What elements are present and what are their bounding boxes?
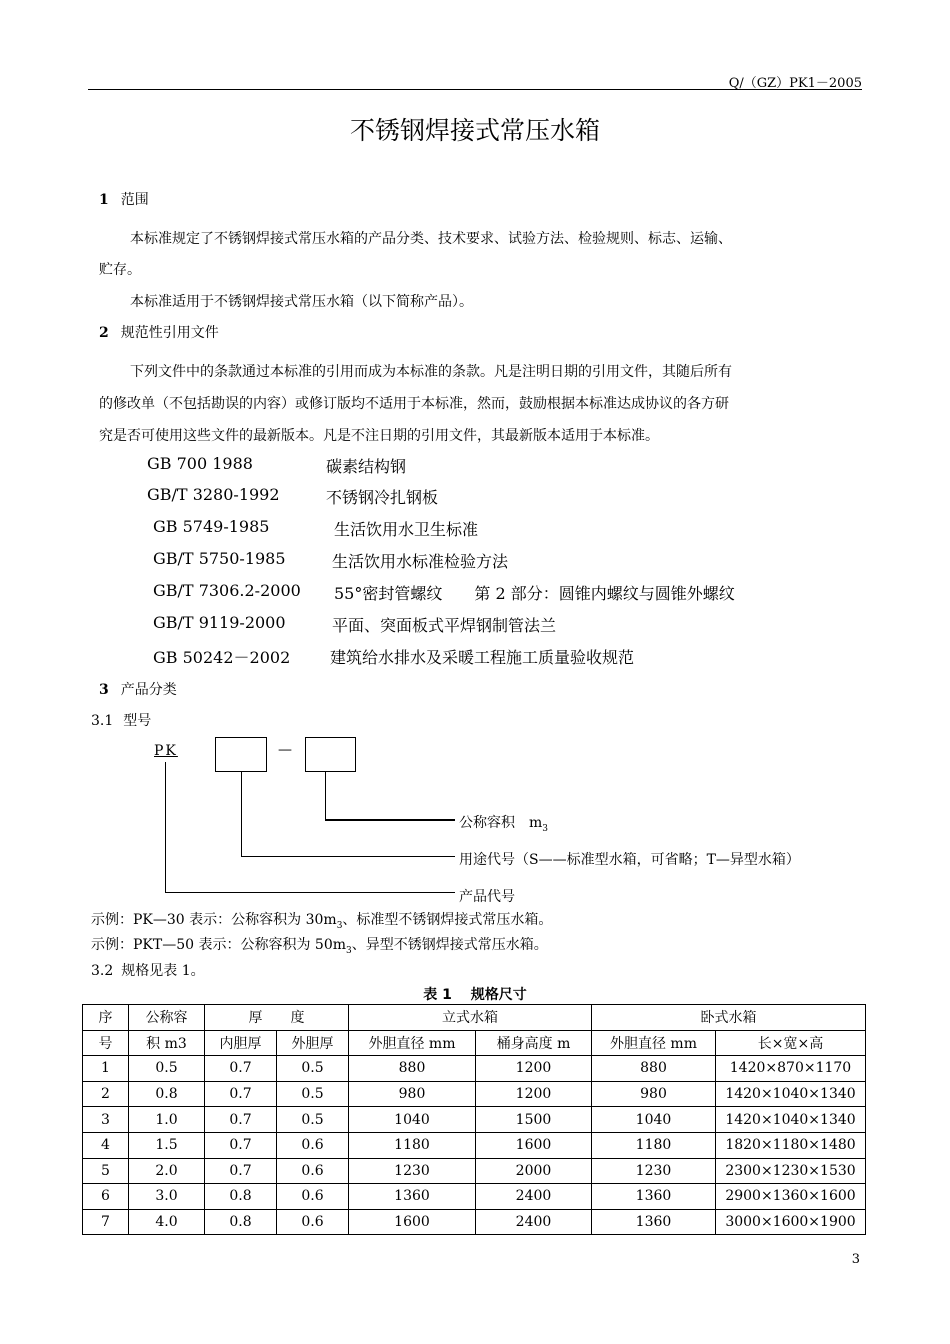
cell-outer: 0.6 (277, 1132, 349, 1158)
product-code-label: 产品代号 (459, 889, 515, 905)
cell-seq: 2 (83, 1081, 129, 1107)
capacity-label-text: 公称容积 m (459, 815, 543, 831)
usage-connector-horizontal (241, 856, 455, 857)
ref-code-1: GB 700 1988 (147, 454, 253, 473)
cell-outer: 0.5 (277, 1107, 349, 1133)
model-capacity-box (305, 737, 356, 772)
cell-v-height: 2400 (476, 1209, 592, 1235)
cell-v-height: 2400 (476, 1184, 592, 1210)
cell-h-diameter: 1180 (592, 1132, 716, 1158)
example-1-text-b: 、标准型不锈钢焊接式常压水箱。 (342, 912, 553, 928)
section-1-para-1-line-2: 贮存。 (99, 262, 141, 278)
section-1-heading (99, 189, 149, 209)
table-row (83, 1209, 866, 1235)
cell-capacity: 4.0 (129, 1209, 205, 1235)
cell-h-dims: 1420×1040×1340 (716, 1081, 866, 1107)
cell-inner: 0.7 (205, 1056, 277, 1082)
section-3-1-title: 型号 (123, 713, 152, 729)
cell-seq: 5 (83, 1158, 129, 1184)
cell-h-dims: 2300×1230×1530 (716, 1158, 866, 1184)
cell-capacity: 0.5 (129, 1056, 205, 1082)
table-row (83, 1056, 866, 1082)
usage-label: 用途代号（S——标准型水箱，可省略；T—异型水箱） (459, 852, 800, 868)
cell-v-diameter: 1040 (349, 1107, 476, 1133)
cell-seq: 1 (83, 1056, 129, 1082)
section-1-title: 范围 (120, 192, 149, 208)
product-connector-horizontal (165, 892, 455, 893)
section-3-heading (99, 679, 177, 699)
cell-h-diameter: 880 (592, 1056, 716, 1082)
product-connector-vertical (165, 762, 166, 893)
table-row (83, 1158, 866, 1184)
section-3-number: 3 (99, 682, 109, 698)
section-1-number: 1 (99, 192, 109, 208)
th-vertical-tank: 立式水箱 (349, 1005, 592, 1031)
cell-h-diameter: 1360 (592, 1209, 716, 1235)
cell-h-dims: 3000×1600×1900 (716, 1209, 866, 1235)
section-2-heading (99, 322, 219, 342)
section-3-2-title: 规格见表 1。 (121, 963, 205, 979)
ref-title-2: 不锈钢冷扎钢板 (326, 488, 439, 507)
cell-v-height: 1200 (476, 1056, 592, 1082)
example-2-sup: 3 (346, 945, 352, 956)
section-2-para-line-1: 下列文件中的条款通过本标准的引用而成为本标准的条款。凡是注明日期的引用文件，其随后所有 (130, 364, 732, 380)
table-header-row-2 (83, 1030, 866, 1056)
ref-title-5: 55°密封管螺纹 第 2 部分：圆锥内螺纹与圆锥外螺纹 (334, 584, 735, 603)
model-dash: — (278, 742, 292, 758)
table-header-row-1 (83, 1005, 866, 1031)
ref-code-4: GB/T 5750-1985 (153, 549, 286, 568)
section-3-2-number: 3.2 (91, 963, 114, 979)
cell-v-diameter: 1600 (349, 1209, 476, 1235)
cell-outer: 0.6 (277, 1158, 349, 1184)
th-vertical-diameter: 外胆直径 mm (349, 1030, 476, 1056)
cell-v-height: 1500 (476, 1107, 592, 1133)
th-capacity-bottom: 积 m3 (129, 1030, 205, 1056)
section-1-para-2: 本标准适用于不锈钢焊接式常压水箱（以下简称产品）。 (130, 294, 473, 310)
cell-seq: 7 (83, 1209, 129, 1235)
model-prefix: PK (154, 743, 178, 759)
header-rule (88, 89, 862, 90)
cell-h-diameter: 1230 (592, 1158, 716, 1184)
ref-code-3: GB 5749-1985 (153, 517, 270, 536)
cell-v-height: 2000 (476, 1158, 592, 1184)
section-3-2-heading (91, 960, 205, 980)
cell-h-dims: 1420×1040×1340 (716, 1107, 866, 1133)
cell-v-diameter: 1360 (349, 1184, 476, 1210)
cell-inner: 0.7 (205, 1107, 277, 1133)
cell-outer: 0.6 (277, 1209, 349, 1235)
table-row (83, 1184, 866, 1210)
cell-capacity: 1.0 (129, 1107, 205, 1133)
section-3-1-number: 3.1 (91, 713, 114, 729)
cell-capacity: 1.5 (129, 1132, 205, 1158)
th-thickness: 厚 度 (205, 1005, 349, 1031)
cell-outer: 0.5 (277, 1056, 349, 1082)
example-1-sup: 3 (336, 920, 343, 931)
table-caption: 表 1 规格尺寸 (423, 987, 527, 1003)
model-usage-box (215, 737, 267, 772)
cell-capacity: 0.8 (129, 1081, 205, 1107)
cell-seq: 6 (83, 1184, 129, 1210)
cell-inner: 0.7 (205, 1132, 277, 1158)
usage-connector-vertical (241, 771, 242, 857)
cell-v-height: 1600 (476, 1132, 592, 1158)
spec-table (82, 1004, 866, 1235)
cell-h-dims: 1820×1180×1480 (716, 1132, 866, 1158)
cell-inner: 0.8 (205, 1184, 277, 1210)
capacity-label (459, 812, 548, 834)
th-vertical-height: 桶身高度 m (476, 1030, 592, 1056)
capacity-label-unit-sup: 3 (542, 823, 549, 834)
cell-v-diameter: 1180 (349, 1132, 476, 1158)
ref-title-7: 建筑给水排水及采暖工程施工质量验收规范 (330, 648, 635, 667)
ref-code-2: GB/T 3280-1992 (147, 485, 280, 504)
document-code-header: Q/（GZ）PK1－2005 (728, 76, 862, 91)
th-horizontal-tank: 卧式水箱 (592, 1005, 866, 1031)
table-row (83, 1081, 866, 1107)
th-capacity-top: 公称容 (129, 1005, 205, 1031)
cell-inner: 0.7 (205, 1081, 277, 1107)
ref-code-5: GB/T 7306.2-2000 (153, 581, 301, 600)
section-2-para-line-3: 究是否可使用这些文件的最新版本。凡是不注日期的引用文件，其最新版本适用于本标准。 (99, 428, 659, 444)
cell-capacity: 3.0 (129, 1184, 205, 1210)
cell-h-diameter: 980 (592, 1081, 716, 1107)
capacity-connector-vertical (325, 771, 326, 820)
cell-h-dims: 2900×1360×1600 (716, 1184, 866, 1210)
cell-seq: 4 (83, 1132, 129, 1158)
section-1-para-1-line-1: 本标准规定了不锈钢焊接式常压水箱的产品分类、技术要求、试验方法、检验规则、标志、运输、 (130, 231, 732, 247)
section-2-title: 规范性引用文件 (120, 325, 219, 341)
cell-inner: 0.7 (205, 1158, 277, 1184)
example-2 (91, 934, 548, 956)
section-2-para-line-2: 的修改单（不包括勘误的内容）或修订版均不适用于本标准，然而，鼓励根据本标准达成协议的各方研 (99, 396, 729, 412)
ref-title-4: 生活饮用水标准检验方法 (332, 552, 509, 571)
cell-h-dims: 1420×870×1170 (716, 1056, 866, 1082)
cell-capacity: 2.0 (129, 1158, 205, 1184)
th-outer-thickness: 外胆厚 (277, 1030, 349, 1056)
ref-code-6: GB/T 9119-2000 (153, 613, 286, 632)
table-row (83, 1132, 866, 1158)
th-inner-thickness: 内胆厚 (205, 1030, 277, 1056)
th-seq-top: 序 (83, 1005, 129, 1031)
th-horizontal-diameter: 外胆直径 mm (592, 1030, 716, 1056)
ref-title-1: 碳素结构钢 (326, 457, 407, 476)
cell-h-diameter: 1040 (592, 1107, 716, 1133)
cell-h-diameter: 1360 (592, 1184, 716, 1210)
cell-outer: 0.5 (277, 1081, 349, 1107)
cell-outer: 0.6 (277, 1184, 349, 1210)
page-number: 3 (851, 1252, 860, 1267)
document-title: 不锈钢焊接式常压水箱 (349, 116, 600, 145)
example-2-text-a: 示例：PKT—50 表示：公称容积为 50m (91, 937, 347, 953)
ref-code-7: GB 50242－2002 (153, 648, 291, 667)
example-1-text-a: 示例：PK—30 表示：公称容积为 30m (91, 912, 337, 928)
cell-inner: 0.8 (205, 1209, 277, 1235)
cell-v-diameter: 980 (349, 1081, 476, 1107)
th-seq-bottom: 号 (83, 1030, 129, 1056)
cell-seq: 3 (83, 1107, 129, 1133)
section-2-number: 2 (99, 325, 109, 341)
cell-v-diameter: 880 (349, 1056, 476, 1082)
example-2-text-b: 、异型不锈钢焊接式常压水箱。 (351, 937, 548, 953)
ref-title-6: 平面、突面板式平焊钢制管法兰 (332, 616, 557, 635)
example-1 (91, 909, 552, 931)
section-3-1-heading (91, 710, 151, 730)
cell-v-diameter: 1230 (349, 1158, 476, 1184)
table-row (83, 1107, 866, 1133)
section-3-title: 产品分类 (120, 682, 177, 698)
ref-title-3: 生活饮用水卫生标准 (334, 520, 479, 539)
th-horizontal-dims: 长×宽×高 (716, 1030, 866, 1056)
cell-v-height: 1200 (476, 1081, 592, 1107)
capacity-connector-horizontal (325, 819, 455, 821)
